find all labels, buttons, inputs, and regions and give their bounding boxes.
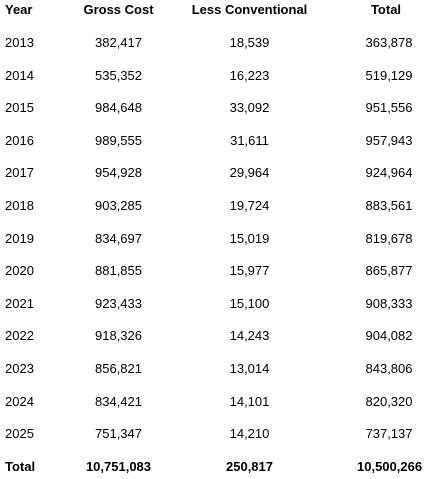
cell-less-conventional: 13,014 — [229, 361, 270, 376]
cell-year: 2022 — [5, 328, 34, 344]
cell-gross-cost: 856,821 — [95, 361, 142, 376]
header-total: Total — [370, 2, 402, 17]
table-row — [0, 259, 425, 283]
cell-gross-cost: 954,928 — [95, 165, 142, 181]
total-less-conventional: 250,817 — [226, 459, 273, 474]
total-label: Total — [5, 459, 36, 474]
cell-total: 951,556 — [365, 100, 413, 116]
table-row — [0, 422, 425, 446]
cell-gross-cost: 903,285 — [95, 198, 142, 213]
cell-gross-cost: 984,648 — [95, 100, 142, 116]
cell-year: 2025 — [5, 426, 34, 442]
cell-year: 2024 — [5, 393, 34, 409]
cell-gross-cost: 751,347 — [95, 426, 142, 442]
table-row — [0, 161, 425, 185]
cell-less-conventional: 18,539 — [229, 35, 270, 50]
table-row — [0, 31, 425, 55]
table-row — [0, 227, 425, 251]
cell-total: 883,561 — [365, 198, 413, 213]
cell-total: 737,137 — [365, 426, 413, 442]
cell-total: 908,333 — [365, 295, 413, 311]
cell-year: 2017 — [5, 165, 34, 181]
cell-less-conventional: 15,977 — [229, 263, 270, 279]
cell-total: 957,943 — [365, 132, 413, 148]
cell-gross-cost: 918,326 — [95, 328, 142, 344]
cell-total: 820,320 — [365, 393, 413, 409]
table-row — [0, 64, 425, 88]
cell-year: 2018 — [5, 198, 34, 213]
cell-gross-cost: 923,433 — [95, 295, 142, 311]
cell-less-conventional: 31,611 — [230, 132, 269, 148]
table-row — [0, 129, 425, 153]
cell-less-conventional: 14,210 — [229, 426, 270, 442]
cell-less-conventional: 19,724 — [229, 198, 270, 213]
table-row — [0, 292, 425, 316]
cell-total: 363,878 — [365, 35, 413, 50]
table-row — [0, 324, 425, 348]
table-row — [0, 194, 425, 218]
cell-gross-cost: 989,555 — [95, 132, 142, 148]
table-header-row — [0, 0, 425, 22]
cell-gross-cost: 535,352 — [95, 67, 142, 83]
cell-gross-cost: 834,697 — [95, 230, 142, 246]
cell-year: 2023 — [5, 361, 34, 376]
table-row — [0, 96, 425, 120]
cell-less-conventional: 33,092 — [229, 100, 270, 116]
cell-gross-cost: 881,855 — [95, 263, 142, 279]
cell-year: 2021 — [5, 295, 34, 311]
cell-less-conventional: 16,223 — [229, 67, 270, 83]
cell-less-conventional: 15,100 — [229, 295, 270, 311]
cell-year: 2013 — [5, 35, 34, 50]
cell-year: 2014 — [5, 67, 34, 83]
total-total: 10,500,266 — [357, 459, 423, 474]
cell-year: 2020 — [5, 263, 34, 279]
cell-gross-cost: 834,421 — [95, 393, 142, 409]
cell-less-conventional: 29,964 — [229, 165, 270, 181]
cell-year: 2015 — [5, 100, 34, 116]
header-gross-cost: Gross Cost — [83, 2, 154, 17]
cell-less-conventional: 15,019 — [229, 230, 270, 246]
table-total-row — [0, 455, 425, 479]
cell-gross-cost: 382,417 — [95, 35, 142, 50]
table-row — [0, 390, 425, 414]
header-less-conventional: Less Conventional — [191, 2, 308, 17]
cell-total: 519,129 — [365, 67, 413, 83]
cell-less-conventional: 14,243 — [229, 328, 270, 344]
cell-total: 924,964 — [365, 165, 413, 181]
cell-total: 843,806 — [365, 361, 413, 376]
cell-total: 819,678 — [365, 230, 413, 246]
cell-year: 2016 — [5, 132, 34, 148]
cell-total: 904,082 — [365, 328, 413, 344]
total-gross-cost: 10,751,083 — [85, 459, 152, 474]
header-year: Year — [5, 2, 33, 17]
cell-year: 2019 — [5, 230, 34, 246]
cell-less-conventional: 14,101 — [229, 393, 270, 409]
table-row — [0, 357, 425, 381]
cell-total: 865,877 — [365, 263, 413, 279]
